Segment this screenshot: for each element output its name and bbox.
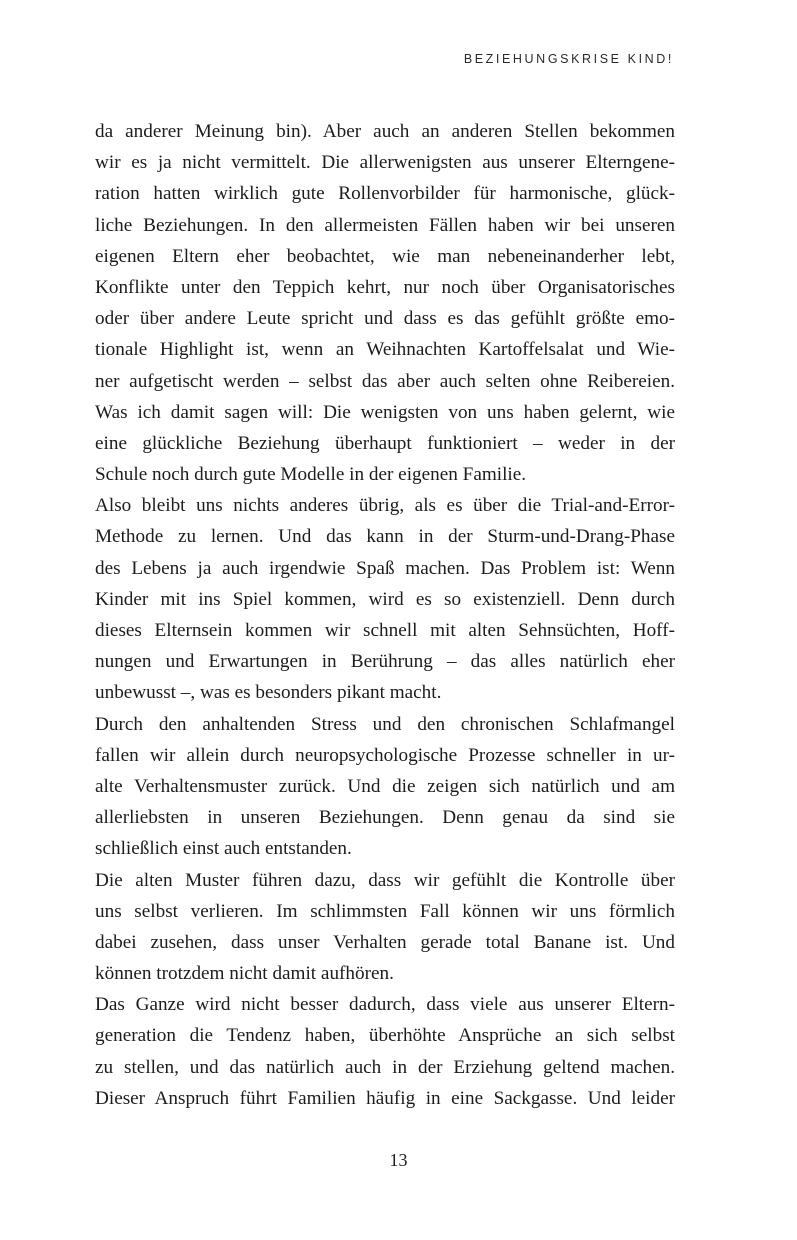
- text-line: dabei zusehen, dass unser Verhalten gerade total Banane ist. Und: [95, 931, 675, 953]
- text-line: ration hatten wirklich gute Rollenvorbilder für harmonische, glück-: [95, 183, 675, 205]
- text-line: Konflikte unter den Teppich kehrt, nur noch über Organisatorisches: [95, 276, 675, 298]
- text-line: dieses Elternsein kommen wir schnell mit alten Sehnsüchten, Hoff-: [95, 620, 675, 641]
- text-line: Schule noch durch gute Modelle in der eigenen Familie.: [95, 464, 527, 486]
- text-line: allerliebsten in unseren Beziehungen. Denn genau da sind sie: [95, 807, 675, 829]
- text-line: eigenen Eltern eher beobachtet, wie man nebeneinanderher lebt,: [95, 245, 675, 267]
- text-line: wir es ja nicht vermittelt. Die allerwenigsten aus unserer Elterngene-: [95, 152, 675, 174]
- text-line: unbewusst –, was es besonders pikant macht.: [95, 682, 442, 704]
- text-line: fallen wir allein durch neuropsychologische Prozesse schneller in ur-: [95, 744, 675, 766]
- text-line: liche Beziehungen. In den allermeisten Fällen haben wir bei unseren: [95, 214, 675, 236]
- page-number: 13: [389, 1150, 408, 1170]
- text-line: eine glückliche Beziehung überhaupt funktioniert – weder in der: [95, 432, 675, 454]
- running-head: BEZIEHUNGSKRISE KIND!: [463, 52, 674, 66]
- text-line: alte Verhaltensmuster zurück. Und die zeigen sich natürlich und am: [95, 775, 675, 797]
- text-line: zu stellen, und das natürlich auch in der Erziehung geltend machen.: [95, 1056, 675, 1078]
- text-line: schließlich einst auch entstanden.: [95, 838, 352, 860]
- text-line: oder über andere Leute spricht und dass es das gefühlt größte emo-: [95, 308, 675, 330]
- text-line: Also bleibt uns nichts anderes übrig, als es über die Trial-and-Error-: [95, 495, 675, 517]
- text-line: generation die Tendenz haben, überhöhte Ansprüche an sich selbst: [95, 1025, 675, 1047]
- text-line: Durch den anhaltenden Stress und den chronischen Schlafmangel: [95, 713, 675, 735]
- text-line: ner aufgetischt werden – selbst das aber auch selten ohne Reibereien.: [95, 370, 675, 392]
- text-line: des Lebens ja auch irgendwie Spaß machen. Das Problem ist: Wenn: [95, 557, 675, 579]
- text-line: können trotzdem nicht damit aufhören.: [95, 963, 394, 985]
- body-text: [95, 116, 675, 1114]
- text-line: Kinder mit ins Spiel kommen, wird es so existenziell. Denn durch: [95, 588, 675, 610]
- text-line: nungen und Erwartungen in Berührung – das alles natürlich eher: [95, 651, 675, 673]
- text-line: da anderer Meinung bin). Aber auch an anderen Stellen bekommen: [95, 121, 675, 142]
- text-line: Dieser Anspruch führt Familien häufig in eine Sackgasse. Und leider: [95, 1087, 675, 1109]
- text-line: uns selbst verlieren. Im schlimmsten Fall können wir uns förmlich: [95, 900, 675, 922]
- text-line: Was ich damit sagen will: Die wenigsten von uns haben gelernt, wie: [95, 401, 675, 423]
- text-line: Die alten Muster führen dazu, dass wir gefühlt die Kontrolle über: [95, 869, 675, 891]
- text-line: tionale Highlight ist, wenn an Weihnachten Kartoffelsalat und Wie-: [95, 339, 675, 361]
- text-line: Methode zu lernen. Und das kann in der Sturm-und-Drang-Phase: [95, 526, 675, 548]
- text-line: Das Ganze wird nicht besser dadurch, dass viele aus unserer Eltern-: [95, 994, 675, 1016]
